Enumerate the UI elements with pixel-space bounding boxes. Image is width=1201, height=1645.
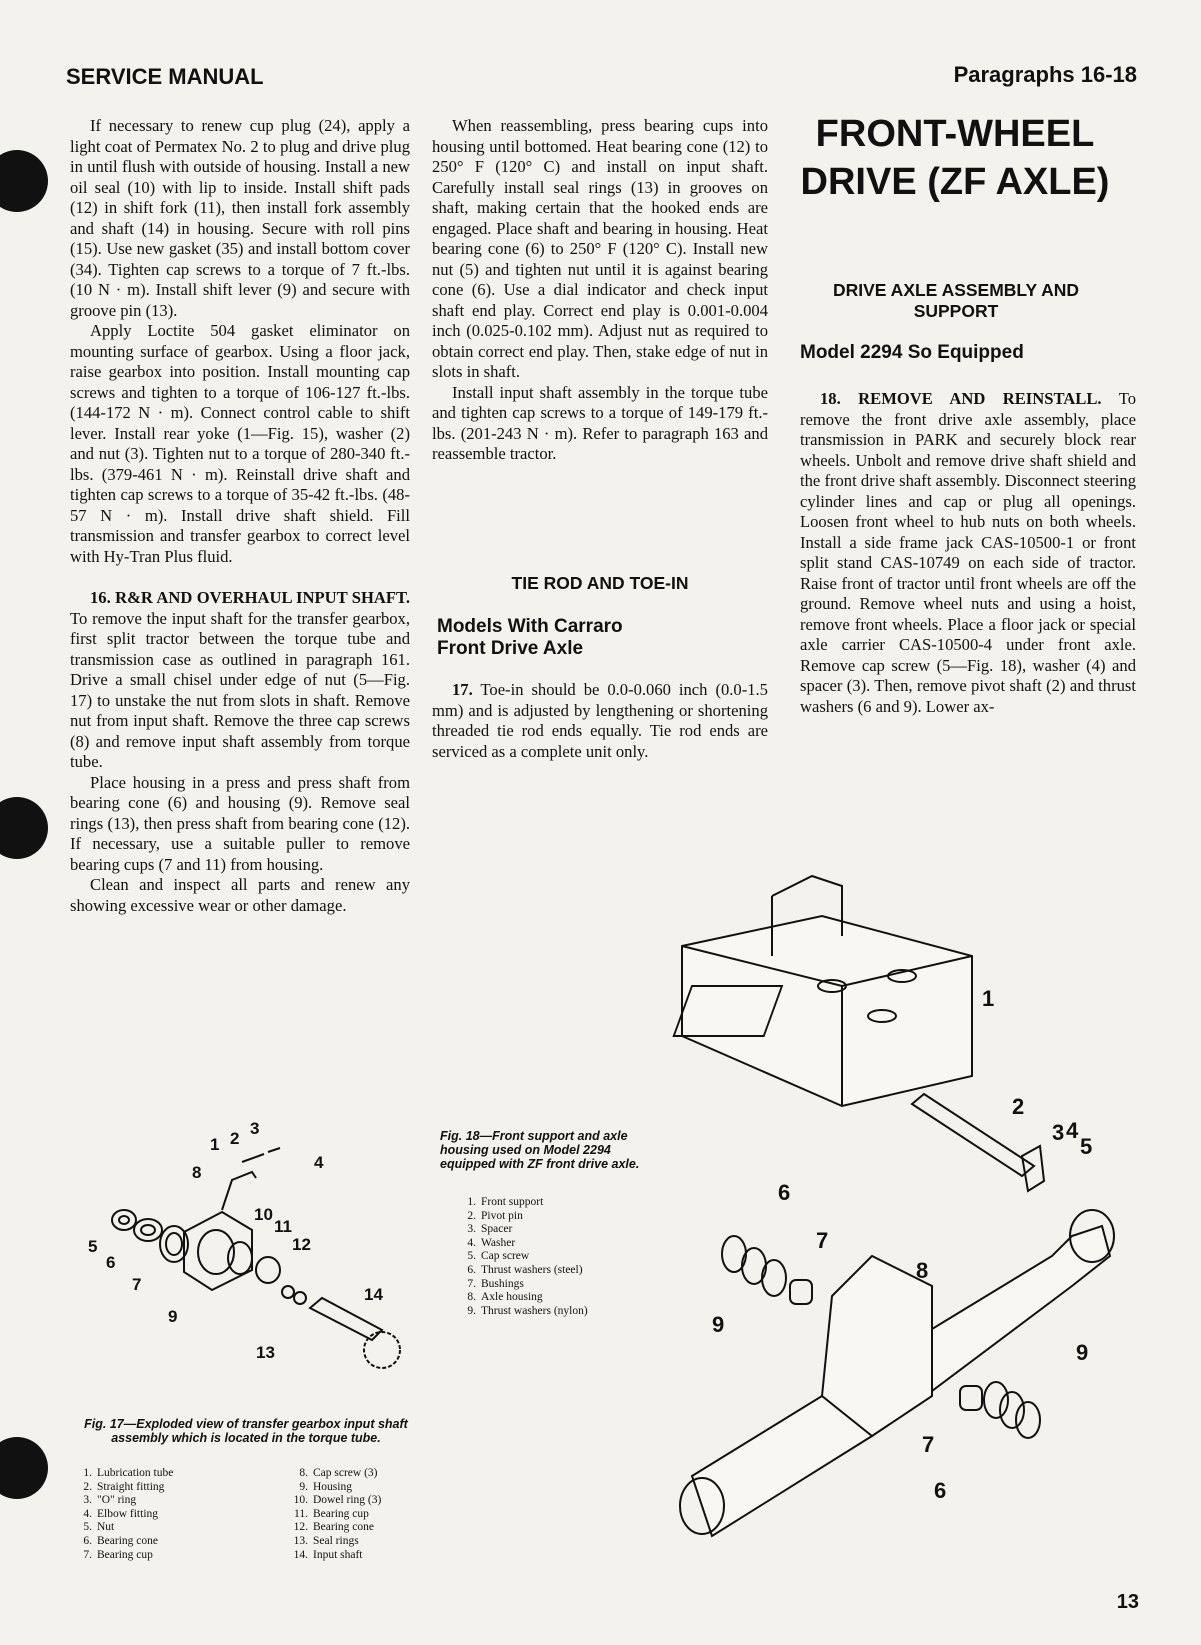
legend-item — [292, 1467, 381, 1481]
legend-item — [292, 1535, 381, 1549]
thrust-washer-part — [1000, 1392, 1024, 1428]
page-number: 13 — [1116, 1591, 1139, 1613]
fig18-front-support-axle — [672, 876, 1152, 1576]
fig17-label-8: 8 — [192, 1163, 202, 1182]
legend-text: Seal rings — [313, 1534, 359, 1547]
seal-ring-part — [282, 1286, 294, 1298]
column-2 — [432, 116, 768, 465]
column-3 — [800, 389, 1136, 717]
fig18-label-7b: 7 — [922, 1432, 935, 1457]
legend-text: Bearing cup — [97, 1548, 153, 1561]
thrust-washer-part — [762, 1260, 786, 1296]
bearing-cup-part — [166, 1233, 182, 1255]
legend-num: 8. — [299, 1467, 308, 1479]
paragraph-16 — [70, 588, 410, 773]
legend-num: 9. — [467, 1304, 476, 1317]
running-header-left: SERVICE MANUAL — [66, 64, 264, 89]
legend-text: Cap screw (3) — [313, 1467, 378, 1479]
input-shaft-part — [310, 1298, 382, 1340]
fig17-label-11: 11 — [274, 1217, 292, 1236]
fig18-label-9: 9 — [712, 1312, 725, 1337]
section-heading-tie-rod: TIE ROD AND TOE-IN — [511, 573, 689, 593]
fig17-label-10: 10 — [254, 1205, 273, 1224]
legend-num: 4. — [467, 1236, 476, 1249]
legend-text: Spacer — [481, 1223, 513, 1236]
legend-num: 1. — [467, 1196, 476, 1208]
thrust-washer-part — [1016, 1402, 1040, 1438]
legend-text: Bearing cup — [313, 1507, 369, 1520]
nut-part — [119, 1216, 129, 1224]
fig17-label-4: 4 — [314, 1153, 324, 1172]
legend-num: 11. — [294, 1507, 308, 1520]
legend-item — [460, 1291, 588, 1305]
binder-hole — [0, 1437, 48, 1499]
fig17-label-1: 1 — [210, 1135, 220, 1154]
legend-text: Thrust washers (nylon) — [481, 1304, 588, 1317]
legend-text: Straight fitting — [97, 1480, 165, 1493]
pivot-pin-plate — [1022, 1146, 1044, 1191]
legend-item — [460, 1278, 588, 1292]
legend-num: 7. — [83, 1548, 92, 1561]
legend-text: Elbow fitting — [97, 1507, 159, 1520]
gear-part — [364, 1332, 400, 1368]
legend-item — [292, 1549, 381, 1563]
legend-text: Lubrication tube — [97, 1467, 174, 1479]
legend-item — [460, 1196, 588, 1210]
paragraph: Apply Loctite 504 gasket eliminator on mounting surface of gearbox. Using a floor jack, raise gearbox into position. Install mounting cap screws and tighten to a torque of 106-127 ft.-lbs. (144-172 N · m). Connect control cable to shift lever. Install rear yoke (1—Fig. 15), washer (2) and nut (3). Tighten nut to a torque of 280-340 ft.-lbs. (379-461 N · m). Reinstall drive shaft and tighten cap screws to a torque of 35-42 ft.-lbs. (48-57 N · m). Install drive shaft shield. Fill transmission and transfer gearbox to correct level with Hy-Tran Plus fluid. — [70, 321, 410, 566]
seal-ring-part — [294, 1292, 306, 1304]
legend-item — [76, 1481, 173, 1495]
legend-num: 8. — [467, 1291, 476, 1304]
legend-item — [292, 1481, 381, 1495]
bearing-cone-part — [134, 1219, 162, 1241]
fig18-label-7: 7 — [816, 1228, 829, 1253]
legend-item — [460, 1305, 588, 1319]
legend-num: 3. — [83, 1494, 92, 1507]
section-heading-drive-axle: DRIVE AXLE ASSEMBLY AND SUPPORT — [832, 280, 1080, 321]
fig17-label-12: 12 — [292, 1235, 311, 1254]
binder-hole — [0, 150, 48, 212]
fig17-legend-left — [76, 1467, 173, 1562]
binder-hole — [0, 797, 48, 859]
legend-item — [292, 1521, 381, 1535]
legend-text: Nut — [97, 1521, 115, 1534]
paragraph: Install input shaft assembly in the torque tube and tighten cap screws to a torque of 149-179 ft.-lbs. (201-243 N · m). Refer to paragraph 163 and reassemble tractor. — [432, 382, 768, 463]
legend-item — [76, 1467, 173, 1481]
fig17-label-5: 5 — [88, 1237, 98, 1256]
legend-text: Bushings — [481, 1277, 524, 1290]
legend-item — [460, 1210, 588, 1224]
legend-num: 1. — [83, 1467, 92, 1479]
fitting-part — [242, 1148, 280, 1162]
paragraph-text: To remove the front drive axle assembly, place transmission in PARK and securely block rear wheels. Unbolt and remove drive shaft shield and the front drive shaft assembly. Disconnect steering cylinder lines and cap or plug all openings. Loosen front wheel to hub nuts on both wheels. Install a side frame jack CAS-10500-1 or front split stand CAS-10749 on each side of tractor. Raise front of tractor until front wheels are off the ground. Remove wheel nuts and using a hoist, remove front wheels. Place a floor jack or special axle carrier CAS-10500-4 under front axle. Remove cap screw (5—Fig. 18), washer (4) and spacer (3). Then, remove pivot shaft (2) and thrust washers (6 and 9). Lower ax- — [800, 389, 1136, 716]
legend-item — [292, 1494, 381, 1508]
fig18-label-6b: 6 — [934, 1478, 947, 1503]
fig18-caption: Fig. 18—Front support and axle housing used on Model 2294 equipped with ZF front drive axle. — [440, 1129, 640, 1171]
paragraph: Clean and inspect all parts and renew any showing excessive wear or other damage. — [70, 875, 410, 915]
paragraph: Place housing in a press and press shaft from bearing cone (6) and housing (9). Remove seal rings (13), then press shaft from bearing cone (12). If necessary, use a suitable puller to remove bearing cups (7 and 11) from housing. — [70, 772, 410, 874]
bearing-cup-part — [228, 1242, 252, 1274]
legend-num: 5. — [467, 1250, 476, 1263]
section-title: FRONT-WHEEL DRIVE (ZF AXLE) — [800, 113, 1110, 203]
legend-item — [292, 1508, 381, 1522]
bearing-cone-part — [256, 1257, 280, 1283]
legend-text: Bearing cone — [313, 1521, 374, 1534]
legend-num: 10. — [293, 1494, 308, 1507]
legend-text: Dowel ring (3) — [313, 1494, 382, 1507]
legend-text: Front support — [481, 1196, 544, 1208]
fig17-label-7: 7 — [132, 1275, 142, 1294]
fig17-label-13: 13 — [256, 1343, 275, 1362]
legend-num: 12. — [293, 1521, 308, 1534]
legend-num: 2. — [467, 1209, 476, 1222]
legend-item — [76, 1549, 173, 1563]
axle-housing-part — [822, 1256, 932, 1436]
fig18-label-2: 2 — [1012, 1094, 1025, 1119]
fig18-legend — [460, 1196, 588, 1318]
legend-num: 14. — [293, 1548, 308, 1561]
fig17-label-6: 6 — [106, 1253, 116, 1272]
paragraph-heading: 16. R&R AND OVERHAUL INPUT SHAFT. — [90, 588, 410, 607]
housing-part — [184, 1212, 252, 1290]
legend-num: 6. — [467, 1263, 476, 1276]
legend-text: Cap screw — [481, 1250, 530, 1263]
column-1 — [70, 116, 410, 916]
fig18-label-3: 3 — [1052, 1120, 1065, 1145]
column-2-lower — [432, 680, 768, 762]
bushing-part — [790, 1280, 812, 1304]
running-header-right: Paragraphs 16-18 — [953, 62, 1137, 87]
paragraph-18 — [800, 389, 1136, 717]
lube-tube-part — [222, 1172, 256, 1210]
legend-text: Pivot pin — [481, 1209, 523, 1222]
fig18-label-1: 1 — [982, 986, 995, 1011]
fig17-legend-right — [292, 1467, 381, 1562]
fig18-label-8: 8 — [916, 1258, 929, 1283]
legend-num: 6. — [83, 1534, 92, 1547]
legend-item — [460, 1237, 588, 1251]
legend-text: Bearing cone — [97, 1534, 158, 1547]
fig17-label-9: 9 — [168, 1307, 178, 1326]
legend-num: 9. — [299, 1480, 308, 1493]
paragraph: If necessary to renew cup plug (24), apply a light coat of Permatex No. 2 to plug and drive plug in until flush with outside of housing. Install a new oil seal (10) with lip to inside. Install shift pads (12) in shift fork (11), then install fork assembly and shaft (14) in housing. Secure with roll pins (15). Use new gasket (35) and install bottom cover (34). Tighten cap screws to a torque of 7 ft.-lbs. (10 N · m). Install shift lever (9) and secure with groove pin (13). — [70, 116, 410, 320]
paragraph-text: To remove the input shaft for the transfer gearbox, first split tractor between the torque tube and transmission case as outlined in paragraph 161. Drive a small chisel under edge of nut (5—Fig. 17) to unstake the nut from slots in shaft. Remove nut from input shaft. Remove the three cap screws (8) and remove input shaft assembly from torque tube. — [70, 608, 410, 771]
paragraph-text: Toe-in should be 0.0-0.060 inch (0.0-1.5 mm) and is adjusted by lengthening or shortening threaded tie rod ends equally. Tie rod ends are serviced as a complete unit only. — [432, 680, 768, 761]
legend-item — [460, 1264, 588, 1278]
legend-text: Housing — [313, 1480, 352, 1493]
fig17-label-14: 14 — [364, 1285, 383, 1304]
legend-text: Axle housing — [481, 1291, 543, 1304]
fig18-label-6: 6 — [778, 1180, 791, 1205]
legend-item — [460, 1250, 588, 1264]
paragraph-heading: 18. REMOVE AND REINSTALL. — [820, 389, 1102, 408]
legend-num: 5. — [83, 1521, 92, 1534]
fig17-exploded-view — [88, 1119, 422, 1430]
bushing-part — [960, 1386, 982, 1410]
legend-num: 7. — [467, 1277, 476, 1290]
legend-num: 4. — [83, 1507, 92, 1520]
fig17-caption: Fig. 17—Exploded view of transfer gearbox input shaft assembly which is located in the torque tube. — [84, 1417, 408, 1445]
front-support-part — [682, 916, 972, 1106]
paragraph-17 — [432, 680, 768, 762]
legend-text: Washer — [481, 1236, 516, 1249]
fig17-label-2: 2 — [230, 1129, 240, 1148]
fig18-label-9b: 9 — [1076, 1340, 1089, 1365]
thrust-washer-part — [984, 1382, 1008, 1418]
legend-item — [76, 1508, 173, 1522]
legend-text: Thrust washers (steel) — [481, 1263, 583, 1276]
legend-item — [76, 1535, 173, 1549]
legend-num: 13. — [293, 1534, 308, 1547]
fig18-label-5: 5 — [1080, 1134, 1093, 1159]
legend-num: 2. — [83, 1480, 92, 1493]
paragraph: When reassembling, press bearing cups into housing until bottomed. Heat bearing cone (12) to 250° F (120° C) and install on input shaft. Carefully install seal rings (13) in grooves on shaft, making certain that the hooked ends are engaged. Place shaft and bearing in housing. Heat bearing cone (6) to 250° F (120° C). Install new nut (5) and tighten nut until it is against bearing cone (6). Use a dial indicator and check input shaft end play. Correct end play is 0.001-0.004 inch (0.025-0.102 mm). Adjust nut as required to obtain correct end play. Then, stake edge of nut in slots in shaft. — [432, 116, 768, 381]
legend-item — [460, 1223, 588, 1237]
paragraph-heading: 17. — [452, 680, 473, 699]
legend-text: "O" ring — [97, 1494, 137, 1507]
bearing-cone-part — [141, 1225, 155, 1235]
legend-text: Input shaft — [313, 1548, 363, 1561]
subsection-heading-carraro: Models With Carraro Front Drive Axle — [437, 616, 623, 659]
legend-item — [76, 1521, 173, 1535]
fig17-label-3: 3 — [250, 1119, 260, 1138]
subsection-heading-model: Model 2294 So Equipped — [800, 342, 1024, 363]
legend-num: 3. — [467, 1223, 476, 1236]
legend-item — [76, 1494, 173, 1508]
fig18-label-4: 4 — [1066, 1118, 1079, 1143]
nut-part — [112, 1210, 136, 1230]
